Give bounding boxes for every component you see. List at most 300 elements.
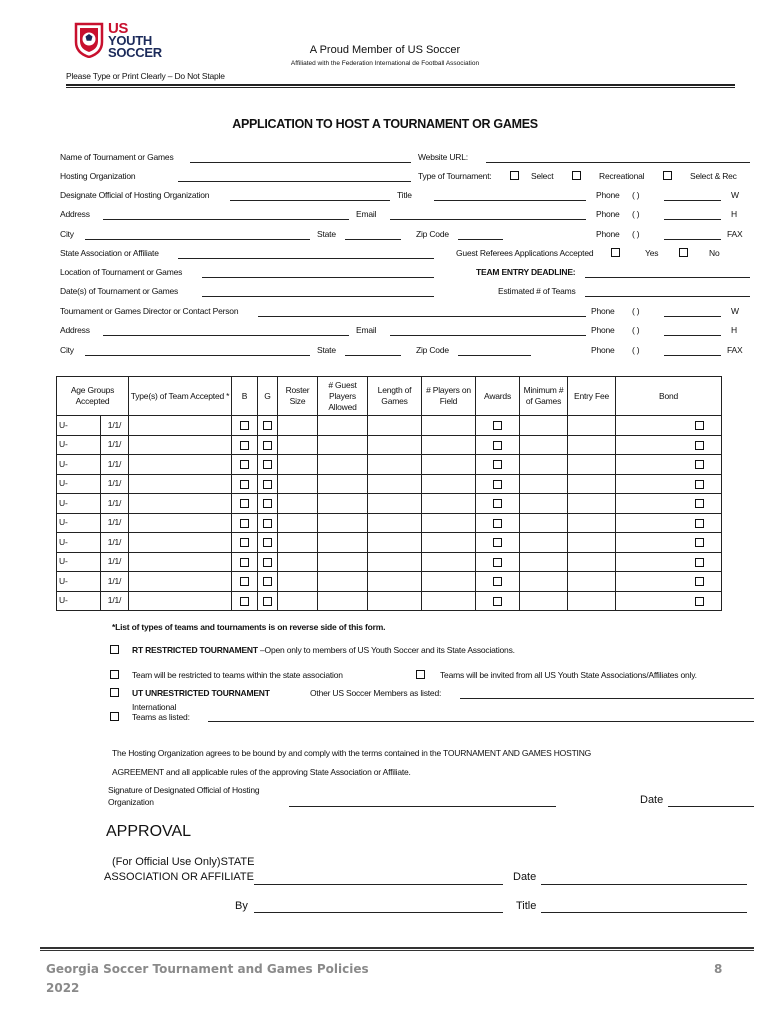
official-zip-field[interactable] [458, 239, 503, 240]
girls-checkbox[interactable] [263, 480, 272, 489]
director-fax-field[interactable] [664, 355, 721, 356]
approval-title-field[interactable] [541, 912, 747, 913]
page-number: 8 [714, 962, 723, 976]
roster-cell[interactable] [278, 435, 318, 455]
guest-referees-no-checkbox[interactable] [679, 248, 688, 257]
table-row [57, 552, 722, 572]
entry-fee-cell[interactable] [568, 513, 616, 533]
minimum-cell[interactable] [520, 572, 568, 592]
director-city-label: City [60, 345, 74, 355]
roster-cell[interactable] [278, 591, 318, 611]
guest-cell[interactable] [318, 435, 368, 455]
roster-cell[interactable] [278, 572, 318, 592]
minimum-cell[interactable] [520, 494, 568, 514]
players-cell[interactable] [422, 513, 476, 533]
awards-checkbox[interactable] [493, 597, 502, 606]
awards-checkbox[interactable] [493, 538, 502, 547]
tournament-name-field[interactable] [190, 162, 411, 163]
guest-referees-label: Guest Referees Applications Accepted [456, 248, 594, 258]
footer-year: 2022 [46, 981, 80, 995]
boys-checkbox[interactable] [240, 519, 249, 528]
entry-fee-cell[interactable] [568, 591, 616, 611]
website-field[interactable] [486, 162, 750, 163]
awards-checkbox[interactable] [493, 519, 502, 528]
boys-cell [232, 572, 258, 592]
official-state-label: State [317, 229, 336, 239]
boys-cell [232, 591, 258, 611]
guest-cell[interactable] [318, 455, 368, 475]
bond-amount-cell[interactable] [616, 552, 678, 572]
restricted-tournament-checkbox[interactable] [110, 645, 119, 654]
website-label: Website URL: [418, 152, 468, 162]
director-fax-suffix: FAX [727, 345, 743, 355]
official-state-field[interactable] [345, 239, 401, 240]
awards-checkbox[interactable] [493, 499, 502, 508]
players-cell[interactable] [422, 533, 476, 553]
length-cell[interactable] [368, 455, 422, 475]
entry-fee-cell[interactable] [568, 552, 616, 572]
minimum-cell[interactable] [520, 591, 568, 611]
logo-text-us: US [108, 20, 128, 37]
girls-checkbox[interactable] [263, 577, 272, 586]
table-row [57, 416, 722, 436]
bond-checkbox[interactable] [695, 577, 704, 586]
bond-cell [678, 435, 722, 455]
roster-cell[interactable] [278, 494, 318, 514]
agreement-line-2: AGREEMENT and all applicable rules of the approving State Association or Affiliate. [112, 767, 411, 777]
director-phone-h-label: Phone [591, 325, 615, 335]
age-group-cell[interactable]: U- [57, 416, 101, 436]
boys-checkbox[interactable] [240, 480, 249, 489]
bond-amount-cell[interactable] [616, 474, 678, 494]
roster-cell[interactable] [278, 474, 318, 494]
director-city-field[interactable] [85, 355, 310, 356]
signature-label-2: Organization [108, 797, 154, 807]
awards-checkbox[interactable] [493, 577, 502, 586]
girls-checkbox[interactable] [263, 597, 272, 606]
guest-cell[interactable] [318, 494, 368, 514]
age-groups-header: Age Groups Accepted [57, 377, 129, 416]
association-label: ASSOCIATION OR AFFILIATE [104, 871, 254, 883]
players-cell[interactable] [422, 572, 476, 592]
awards-cell [476, 533, 520, 553]
age-date-cell[interactable]: 1/1/ [101, 435, 129, 455]
boys-cell [232, 494, 258, 514]
girls-cell [258, 533, 278, 553]
association-field[interactable] [254, 884, 503, 885]
teams-as-listed-checkbox[interactable] [110, 712, 119, 721]
girls-cell [258, 416, 278, 436]
entry-fee-cell[interactable] [568, 474, 616, 494]
entry-deadline-label: TEAM ENTRY DEADLINE: [476, 267, 576, 277]
other-members-field[interactable] [460, 698, 754, 699]
designate-official-label: Designate Official of Hosting Organization [60, 190, 210, 200]
guest-cell[interactable] [318, 474, 368, 494]
bond-cell [678, 552, 722, 572]
entry-fee-cell[interactable] [568, 494, 616, 514]
minimum-cell[interactable] [520, 533, 568, 553]
minimum-cell[interactable] [520, 552, 568, 572]
age-date-cell[interactable]: 1/1/ [101, 591, 129, 611]
official-phone-h-field[interactable] [664, 219, 721, 220]
official-address-field[interactable] [103, 219, 349, 220]
length-cell[interactable] [368, 572, 422, 592]
type-select-rec-checkbox[interactable] [663, 171, 672, 180]
instruction-text: Please Type or Print Clearly – Do Not Staple [66, 71, 225, 81]
entry-deadline-field[interactable] [585, 277, 750, 278]
girls-checkbox[interactable] [263, 538, 272, 547]
girls-header: G [258, 377, 278, 416]
official-address-label: Address [60, 209, 90, 219]
restricted-tournament-desc: –Open only to members of US Youth Soccer and its State Associations. [257, 645, 515, 655]
guest-players-header: # Guest Players Allowed [318, 377, 368, 416]
director-phone-w-field[interactable] [664, 316, 721, 317]
girls-checkbox[interactable] [263, 519, 272, 528]
official-email-label: Email [356, 209, 377, 219]
age-date-cell[interactable]: 1/1/ [101, 513, 129, 533]
director-phone-w-label: Phone [591, 306, 615, 316]
length-cell[interactable] [368, 416, 422, 436]
signature-field[interactable] [289, 806, 556, 807]
type-recreational-label: Recreational [599, 171, 645, 181]
minimum-games-header: Minimum # of Games [520, 377, 568, 416]
hosting-org-label: Hosting Organization [60, 171, 136, 181]
length-cell[interactable] [368, 533, 422, 553]
state-assoc-label: State Association or Affiliate [60, 248, 159, 258]
roster-cell[interactable] [278, 416, 318, 436]
girls-cell [258, 455, 278, 475]
bond-checkbox[interactable] [695, 441, 704, 450]
girls-cell [258, 572, 278, 592]
girls-cell [258, 435, 278, 455]
length-cell[interactable] [368, 513, 422, 533]
team-types-cell[interactable] [129, 455, 232, 475]
awards-cell [476, 435, 520, 455]
awards-cell [476, 474, 520, 494]
age-group-cell[interactable]: U- [57, 552, 101, 572]
entry-fee-cell[interactable] [568, 435, 616, 455]
boys-checkbox[interactable] [240, 538, 249, 547]
guest-referees-yes-label: Yes [645, 248, 659, 258]
length-cell[interactable] [368, 552, 422, 572]
guest-cell[interactable] [318, 591, 368, 611]
players-cell[interactable] [422, 494, 476, 514]
team-types-cell[interactable] [129, 513, 232, 533]
designate-official-field[interactable] [230, 200, 390, 201]
table-row [57, 435, 722, 455]
signature-date-label: Date [640, 794, 664, 806]
director-state-field[interactable] [345, 355, 401, 356]
director-address-label: Address [60, 325, 90, 335]
age-group-cell[interactable]: U- [57, 435, 101, 455]
awards-checkbox[interactable] [493, 460, 502, 469]
unrestricted-tournament-title: UT UNRESTRICTED TOURNAMENT [132, 688, 270, 698]
type-select-rec-label: Select & Rec [690, 171, 737, 181]
official-city-label: City [60, 229, 74, 239]
guest-cell[interactable] [318, 416, 368, 436]
official-fax-label: Phone [596, 229, 620, 239]
players-cell[interactable] [422, 455, 476, 475]
director-zip-label: Zip Code [416, 345, 449, 355]
director-address-field[interactable] [103, 335, 349, 336]
age-group-cell[interactable]: U- [57, 591, 101, 611]
page-title: APPLICATION TO HOST A TOURNAMENT OR GAMES [232, 117, 538, 131]
age-group-cell[interactable]: U- [57, 513, 101, 533]
boys-cell [232, 474, 258, 494]
affiliated-line: Affiliated with the Federation International de Football Association [290, 60, 480, 67]
approval-heading: APPROVAL [106, 823, 192, 840]
girls-checkbox[interactable] [263, 441, 272, 450]
director-phone-h-field[interactable] [664, 335, 721, 336]
girls-checkbox[interactable] [263, 499, 272, 508]
official-fax-suffix: FAX [727, 229, 743, 239]
hosting-org-field[interactable] [178, 181, 411, 182]
director-zip-field[interactable] [458, 355, 531, 356]
signature-date-field[interactable] [668, 806, 754, 807]
official-zip-label: Zip Code [416, 229, 449, 239]
guest-referees-no-label: No [709, 248, 720, 258]
minimum-cell[interactable] [520, 455, 568, 475]
age-group-cell[interactable]: U- [57, 572, 101, 592]
approval-date-field[interactable] [541, 884, 747, 885]
estimated-teams-field[interactable] [585, 296, 750, 297]
bond-header: Bond [616, 377, 722, 416]
minimum-cell[interactable] [520, 513, 568, 533]
bond-checkbox[interactable] [695, 421, 704, 430]
location-field[interactable] [202, 277, 434, 278]
teams-as-listed-field[interactable] [208, 721, 754, 722]
boys-checkbox[interactable] [240, 441, 249, 450]
table-row [57, 591, 722, 611]
boys-checkbox[interactable] [240, 577, 249, 586]
awards-checkbox[interactable] [493, 441, 502, 450]
international-label: International [132, 702, 177, 712]
length-cell[interactable] [368, 474, 422, 494]
boys-checkbox[interactable] [240, 421, 249, 430]
official-fax-field[interactable] [664, 239, 721, 240]
bond-cell [678, 494, 722, 514]
official-title-field[interactable] [434, 200, 586, 201]
tournament-name-label: Name of Tournament or Games [60, 152, 174, 162]
entry-fee-cell[interactable] [568, 455, 616, 475]
logo-text-youth: YOUTH [108, 33, 153, 48]
minimum-cell[interactable] [520, 416, 568, 436]
game-length-header: Length of Games [368, 377, 422, 416]
director-label: Tournament or Games Director or Contact Person [60, 306, 239, 316]
girls-cell [258, 513, 278, 533]
official-city-field[interactable] [85, 239, 310, 240]
age-date-cell[interactable]: 1/1/ [101, 455, 129, 475]
official-phone-h-label: Phone [596, 209, 620, 219]
team-types-cell[interactable] [129, 533, 232, 553]
boys-cell [232, 435, 258, 455]
director-phone-w-paren: ( ) [632, 306, 640, 316]
players-cell[interactable] [422, 591, 476, 611]
team-types-cell[interactable] [129, 435, 232, 455]
boys-header: B [232, 377, 258, 416]
age-date-cell[interactable]: 1/1/ [101, 552, 129, 572]
awards-cell [476, 455, 520, 475]
official-fax-paren: ( ) [632, 229, 640, 239]
guest-cell[interactable] [318, 572, 368, 592]
girls-checkbox[interactable] [263, 421, 272, 430]
table-row [57, 572, 722, 592]
state-assoc-field[interactable] [178, 258, 434, 259]
team-types-cell[interactable] [129, 474, 232, 494]
team-restricted-checkbox[interactable] [110, 670, 119, 679]
guest-referees-yes-checkbox[interactable] [611, 248, 620, 257]
entry-fee-cell[interactable] [568, 533, 616, 553]
bond-checkbox[interactable] [695, 597, 704, 606]
guest-cell[interactable] [318, 533, 368, 553]
bond-cell [678, 591, 722, 611]
girls-cell [258, 474, 278, 494]
team-types-cell[interactable] [129, 591, 232, 611]
approval-date-label: Date [513, 871, 537, 883]
boys-cell [232, 552, 258, 572]
players-cell[interactable] [422, 435, 476, 455]
guest-cell[interactable] [318, 552, 368, 572]
official-phone-w-field[interactable] [664, 200, 721, 201]
guest-cell[interactable] [318, 513, 368, 533]
bond-amount-cell[interactable] [616, 435, 678, 455]
official-email-field[interactable] [390, 219, 586, 220]
boys-checkbox[interactable] [240, 558, 249, 567]
team-types-cell[interactable] [129, 494, 232, 514]
approval-title-label: Title [516, 900, 537, 912]
official-phone-w-paren: ( ) [632, 190, 640, 200]
bond-cell [678, 455, 722, 475]
estimated-teams-label: Estimated # of Teams [498, 286, 576, 296]
minimum-cell[interactable] [520, 435, 568, 455]
entry-fee-cell[interactable] [568, 416, 616, 436]
unrestricted-tournament-checkbox[interactable] [110, 688, 119, 697]
bond-amount-cell[interactable] [616, 572, 678, 592]
age-group-cell[interactable]: U- [57, 474, 101, 494]
bond-cell [678, 513, 722, 533]
bond-amount-cell[interactable] [616, 455, 678, 475]
awards-checkbox[interactable] [493, 480, 502, 489]
director-phone-w-suffix: W [731, 306, 739, 316]
boys-checkbox[interactable] [240, 460, 249, 469]
table-row [57, 513, 722, 533]
dates-field[interactable] [202, 296, 434, 297]
age-date-cell[interactable]: 1/1/ [101, 533, 129, 553]
dates-label: Date(s) of Tournament or Games [60, 286, 179, 296]
entry-fee-header: Entry Fee [568, 377, 616, 416]
players-cell[interactable] [422, 552, 476, 572]
length-cell[interactable] [368, 494, 422, 514]
players-on-field-header: # Players on Field [422, 377, 476, 416]
age-group-table [56, 376, 722, 611]
roster-cell[interactable] [278, 455, 318, 475]
team-types-header: Type(s) of Team Accepted * [129, 377, 232, 416]
awards-cell [476, 591, 520, 611]
location-label: Location of Tournament or Games [60, 267, 183, 277]
tournament-type-label: Type of Tournament: [418, 171, 492, 181]
boys-checkbox[interactable] [240, 597, 249, 606]
bond-checkbox[interactable] [695, 558, 704, 567]
roster-cell[interactable] [278, 552, 318, 572]
bond-checkbox[interactable] [695, 460, 704, 469]
director-phone-h-suffix: H [731, 325, 737, 335]
age-date-cell[interactable]: 1/1/ [101, 474, 129, 494]
teams-invited-checkbox[interactable] [416, 670, 425, 679]
bond-amount-cell[interactable] [616, 416, 678, 436]
awards-cell [476, 513, 520, 533]
bond-cell [678, 474, 722, 494]
awards-checkbox[interactable] [493, 558, 502, 567]
awards-cell [476, 552, 520, 572]
signature-label-1: Signature of Designated Official of Hosting [108, 785, 260, 795]
bond-amount-cell[interactable] [616, 533, 678, 553]
age-date-cell[interactable]: 1/1/ [101, 494, 129, 514]
type-select-label: Select [531, 171, 554, 181]
director-email-field[interactable] [390, 335, 586, 336]
bond-checkbox[interactable] [695, 519, 704, 528]
table-row [57, 494, 722, 514]
approval-by-label: By [235, 900, 248, 912]
type-recreational-checkbox[interactable] [572, 171, 581, 180]
bond-checkbox[interactable] [695, 480, 704, 489]
age-group-cell[interactable]: U- [57, 455, 101, 475]
director-fax-paren: ( ) [632, 345, 640, 355]
director-field[interactable] [258, 316, 586, 317]
players-cell[interactable] [422, 416, 476, 436]
bond-checkbox[interactable] [695, 538, 704, 547]
length-cell[interactable] [368, 591, 422, 611]
players-cell[interactable] [422, 474, 476, 494]
restricted-tournament-text [132, 645, 515, 655]
table-row [57, 474, 722, 494]
awards-cell [476, 572, 520, 592]
boys-cell [232, 416, 258, 436]
official-phone-h-suffix: H [731, 209, 737, 219]
age-group-cell[interactable]: U- [57, 533, 101, 553]
age-date-cell[interactable]: 1/1/ [101, 572, 129, 592]
girls-checkbox[interactable] [263, 558, 272, 567]
header-divider [66, 84, 735, 88]
bond-amount-cell[interactable] [616, 591, 678, 611]
boys-checkbox[interactable] [240, 499, 249, 508]
bond-amount-cell[interactable] [616, 513, 678, 533]
awards-cell [476, 494, 520, 514]
girls-cell [258, 494, 278, 514]
awards-checkbox[interactable] [493, 421, 502, 430]
type-select-checkbox[interactable] [510, 171, 519, 180]
roster-cell[interactable] [278, 533, 318, 553]
team-types-cell[interactable] [129, 572, 232, 592]
agreement-line-1: The Hosting Organization agrees to be bound by and comply with the terms contained in the TOURNAMENT AND GAMES HOSTING [112, 748, 592, 758]
director-fax-label: Phone [591, 345, 615, 355]
bond-amount-cell[interactable] [616, 494, 678, 514]
bond-cell [678, 416, 722, 436]
girls-checkbox[interactable] [263, 460, 272, 469]
age-date-cell[interactable]: 1/1/ [101, 416, 129, 436]
bond-checkbox[interactable] [695, 499, 704, 508]
bond-cell [678, 572, 722, 592]
table-header-row [57, 377, 722, 416]
roster-cell[interactable] [278, 513, 318, 533]
length-cell[interactable] [368, 435, 422, 455]
team-types-cell[interactable] [129, 552, 232, 572]
minimum-cell[interactable] [520, 474, 568, 494]
approval-by-field[interactable] [254, 912, 503, 913]
footer-divider [40, 947, 754, 951]
entry-fee-cell[interactable] [568, 572, 616, 592]
team-types-cell[interactable] [129, 416, 232, 436]
age-group-cell[interactable]: U- [57, 494, 101, 514]
